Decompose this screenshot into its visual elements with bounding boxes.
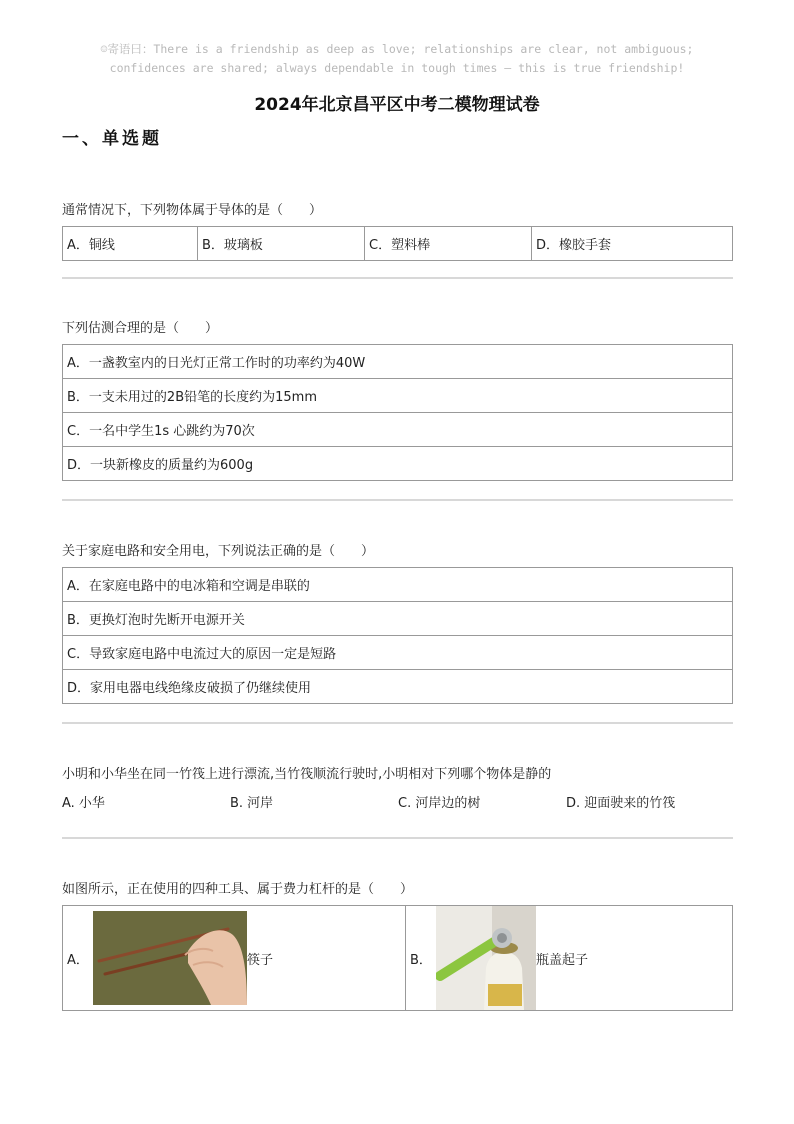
option-d[interactable]: D．橡胶手套 bbox=[532, 227, 733, 261]
option-a[interactable]: A．在家庭电路中的电冰箱和空调是串联的 bbox=[63, 568, 733, 602]
divider bbox=[62, 722, 733, 724]
motto-line-2: confidences are shared; always dependable in tough times — this is true friendship! bbox=[109, 61, 685, 75]
option-a[interactable]: A．铜线 bbox=[63, 227, 198, 261]
chopsticks-illustration bbox=[93, 911, 247, 1005]
bottle-opener-illustration bbox=[436, 906, 536, 1010]
question-1 bbox=[62, 202, 733, 261]
option-d[interactable]: D．一块新橡皮的质量约为600g bbox=[63, 447, 733, 481]
section-title: 一、单选题 bbox=[62, 129, 162, 149]
option-a[interactable] bbox=[63, 906, 406, 1011]
motto bbox=[0, 40, 794, 78]
question-stem: 下列估测合理的是（ ） bbox=[62, 321, 219, 336]
option-a[interactable]: A. 小华 bbox=[62, 796, 105, 811]
option-b[interactable] bbox=[406, 906, 733, 1011]
option-text: 瓶盖起子 bbox=[536, 952, 589, 968]
smile-icon: ☺ bbox=[100, 42, 108, 56]
option-c[interactable]: C. 河岸边的树 bbox=[398, 796, 481, 811]
chopsticks-image bbox=[93, 911, 247, 1005]
divider bbox=[62, 499, 733, 501]
question-2 bbox=[62, 320, 733, 481]
divider bbox=[62, 837, 733, 839]
motto-line-1: ☺寄语曰：There is a friendship as deep as love; relationships are clear, not ambiguous; bbox=[100, 42, 694, 56]
option-d[interactable]: D．家用电器电线绝缘皮破损了仍继续使用 bbox=[63, 670, 733, 704]
options-table bbox=[62, 567, 733, 704]
bottle-opener-image bbox=[436, 906, 536, 1010]
option-c[interactable]: C．塑料棒 bbox=[365, 227, 532, 261]
option-a[interactable]: A．一盏教室内的日光灯正常工作时的功率约为40W bbox=[63, 345, 733, 379]
question-stem: 如图所示，正在使用的四种工具、属于费力杠杆的是（ ） bbox=[62, 882, 414, 897]
question-3 bbox=[62, 543, 733, 704]
question-5 bbox=[62, 881, 733, 1011]
option-c[interactable]: C．导致家庭电路中电流过大的原因一定是短路 bbox=[63, 636, 733, 670]
option-letter: A． bbox=[67, 952, 89, 968]
option-b[interactable]: B．玻璃板 bbox=[198, 227, 365, 261]
option-b[interactable]: B. 河岸 bbox=[230, 796, 274, 811]
options-row bbox=[62, 790, 733, 812]
question-stem: 关于家庭电路和安全用电，下列说法正确的是（ ） bbox=[62, 544, 375, 559]
page-title: 2024年北京昌平区中考二模物理试卷 bbox=[254, 95, 540, 115]
options-table bbox=[62, 226, 733, 261]
option-d[interactable]: D. 迎面驶来的竹筏 bbox=[566, 796, 676, 811]
question-stem: 小明和小华坐在同一竹筏上进行漂流,当竹筏顺流行驶时,小明相对下列哪个物体是静的 bbox=[62, 767, 552, 782]
option-letter: B． bbox=[410, 952, 432, 968]
divider bbox=[62, 277, 733, 279]
options-table bbox=[62, 905, 733, 1011]
options-table bbox=[62, 344, 733, 481]
option-text: 筷子 bbox=[247, 952, 274, 968]
option-b[interactable]: B．一支未用过的2B铅笔的长度约为15mm bbox=[63, 379, 733, 413]
question-stem: 通常情况下，下列物体属于导体的是（ ） bbox=[62, 203, 323, 218]
option-c[interactable]: C．一名中学生1s 心跳约为70次 bbox=[63, 413, 733, 447]
question-4 bbox=[62, 766, 733, 812]
option-b[interactable]: B．更换灯泡时先断开电源开关 bbox=[63, 602, 733, 636]
